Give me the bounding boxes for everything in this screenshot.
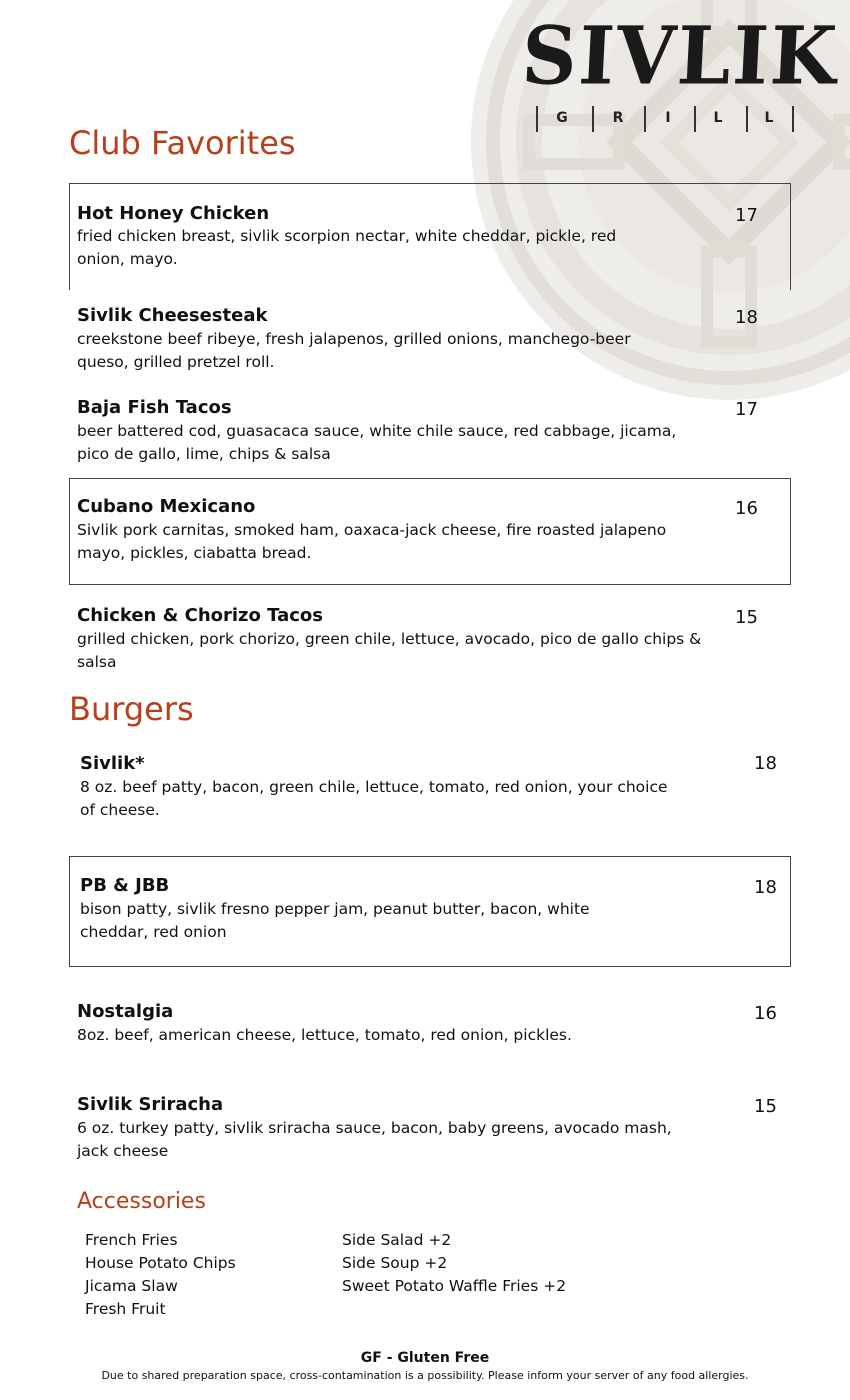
logo-letter: G <box>556 110 568 126</box>
logo-divider <box>536 106 538 132</box>
menu-item-name: Sivlik Sriracha <box>77 1094 224 1115</box>
logo-letter: R <box>612 110 624 126</box>
menu-item-name: Chicken & Chorizo Tacos <box>77 605 324 626</box>
gluten-free-legend: GF - Gluten Free <box>360 1350 490 1366</box>
logo-divider <box>746 106 748 132</box>
logo-subtitle <box>536 106 796 134</box>
menu-item-description: bison patty, sivlik fresno pepper jam, peanut butter, bacon, white cheddar, red onion <box>80 900 590 941</box>
accessory-item: Side Salad +2 <box>342 1231 452 1249</box>
logo-divider <box>792 106 794 132</box>
menu-item-description: beer battered cod, guasacaca sauce, white chile sauce, red cabbage, jicama, pico de gallo, lime, chips & salsa <box>77 422 677 463</box>
menu-item-name: Hot Honey Chicken <box>77 203 270 224</box>
menu-item-price: 15 <box>754 1096 777 1117</box>
accessory-item: French Fries <box>85 1231 178 1249</box>
menu-item-description: 8oz. beef, american cheese, lettuce, tomato, red onion, pickles. <box>77 1026 572 1044</box>
allergy-disclaimer: Due to shared preparation space, cross-contamination is a possibility. Please inform your server of any food allergies. <box>101 1369 749 1382</box>
accessory-item: Jicama Slaw <box>85 1277 178 1295</box>
menu-item-price: 17 <box>735 399 758 420</box>
accessory-item: House Potato Chips <box>85 1254 236 1272</box>
logo-letter: I <box>665 110 671 126</box>
menu-item-name: Sivlik Cheesesteak <box>77 305 268 326</box>
logo-letter: L <box>764 110 774 126</box>
accessory-item: Sweet Potato Waffle Fries +2 <box>342 1277 567 1295</box>
accessory-item: Fresh Fruit <box>85 1300 166 1318</box>
menu-item-description: fried chicken breast, sivlik scorpion nectar, white cheddar, pickle, red onion, mayo. <box>77 227 617 268</box>
menu-item-description: grilled chicken, pork chorizo, green chile, lettuce, avocado, pico de gallo chips & salsa <box>77 630 702 671</box>
menu-item-name: PB & JBB <box>80 875 170 896</box>
menu-item-price: 16 <box>754 1003 777 1024</box>
logo-divider <box>694 106 696 132</box>
menu-item-name: Sivlik* <box>80 753 145 774</box>
logo-divider <box>592 106 594 132</box>
logo-letter: L <box>713 110 723 126</box>
menu-item-description: creekstone beef ribeye, fresh jalapenos, grilled onions, manchego-beer queso, grilled pretzel roll. <box>77 330 631 371</box>
section-title-accessories: Accessories <box>77 1189 206 1214</box>
menu-item-price: 18 <box>735 307 758 328</box>
section-title-burgers: Burgers <box>69 690 194 728</box>
menu-item-description: 6 oz. turkey patty, sivlik sriracha sauce, bacon, baby greens, avocado mash, jack cheese <box>77 1119 672 1160</box>
menu-item-description: 8 oz. beef patty, bacon, green chile, lettuce, tomato, red onion, your choice of cheese. <box>80 778 668 819</box>
menu-item-description: Sivlik pork carnitas, smoked ham, oaxaca-jack cheese, fire roasted jalapeno mayo, pickles, ciabatta bread. <box>77 521 667 562</box>
menu-item-name: Baja Fish Tacos <box>77 397 232 418</box>
accessory-item: Side Soup +2 <box>342 1254 448 1272</box>
menu-item-name: Cubano Mexicano <box>77 496 256 517</box>
logo-divider <box>644 106 646 132</box>
menu-item-name: Nostalgia <box>77 1001 174 1022</box>
menu-item-price: 18 <box>754 753 777 774</box>
section-title-club-favorites: Club Favorites <box>69 124 296 162</box>
menu-item-price: 15 <box>735 607 758 628</box>
logo-wordmark: SIVLIK <box>519 8 841 103</box>
menu-item-price: 16 <box>735 498 758 519</box>
menu-item-price: 18 <box>754 877 777 898</box>
menu-item-price: 17 <box>735 205 758 226</box>
